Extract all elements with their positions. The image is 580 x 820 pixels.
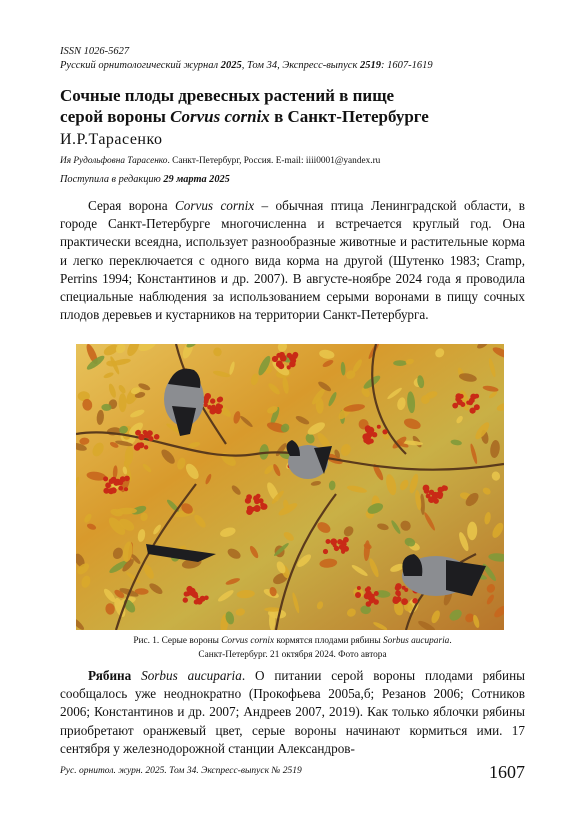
berry bbox=[369, 599, 374, 604]
journal-citation bbox=[60, 59, 530, 73]
berry bbox=[433, 498, 439, 504]
berry bbox=[424, 488, 430, 494]
berry bbox=[326, 539, 331, 544]
berry bbox=[287, 353, 292, 358]
berry bbox=[366, 586, 371, 591]
berry bbox=[426, 494, 431, 499]
journal-name: Русский орнитологический журнал bbox=[60, 60, 221, 71]
caption-suffix: . bbox=[449, 636, 452, 646]
crows-in-rowan-photo bbox=[76, 344, 504, 630]
caption-species: Corvus cornix bbox=[221, 636, 275, 646]
berry bbox=[277, 353, 282, 358]
berry bbox=[442, 485, 446, 489]
berry bbox=[148, 431, 152, 435]
article-title bbox=[60, 85, 530, 127]
berry bbox=[245, 498, 251, 504]
berry bbox=[138, 434, 144, 440]
berry bbox=[401, 598, 408, 605]
berry bbox=[105, 482, 111, 488]
received-date bbox=[60, 174, 230, 185]
berry bbox=[278, 363, 284, 369]
berry bbox=[136, 443, 142, 449]
berry bbox=[154, 434, 160, 440]
figure-caption bbox=[60, 635, 525, 662]
intro-species: Corvus cornix bbox=[174, 198, 255, 213]
berry bbox=[184, 591, 189, 596]
berry bbox=[254, 499, 260, 505]
journal-year: 2025 bbox=[220, 60, 242, 71]
berry bbox=[124, 487, 128, 491]
berry bbox=[402, 586, 406, 590]
journal-pages: : 1607-1619 bbox=[381, 60, 433, 71]
berry bbox=[365, 438, 372, 445]
berry bbox=[218, 397, 223, 402]
author-name: И.Р.Тарасенко bbox=[60, 131, 163, 148]
berry bbox=[207, 405, 212, 410]
berry bbox=[205, 393, 211, 399]
rowan-text: . О питании серой вороны плодами рябины сообщалось уже неоднократно (Прокофьева 2005а,б; Резанов 2006; Сотников 2006; Константинов и др. 2007; Андреев 2007, 2019). Как только яблочки рябины приобретают оранжевый цвет, серые вороны начинают кормиться ими. 17 сентября у железнодорожной станции Александров- bbox=[60, 668, 525, 756]
berry bbox=[432, 492, 439, 499]
berry bbox=[118, 480, 123, 485]
berry bbox=[364, 593, 370, 599]
received-prefix: Поступила в редакцию bbox=[60, 174, 164, 185]
berry bbox=[293, 352, 299, 358]
berry bbox=[210, 398, 215, 403]
leaf bbox=[119, 393, 127, 412]
berry bbox=[124, 476, 130, 482]
berry bbox=[111, 477, 117, 483]
berry bbox=[204, 403, 208, 407]
berry bbox=[261, 503, 267, 509]
berry bbox=[397, 592, 401, 596]
berry bbox=[341, 547, 346, 552]
caption-plant: Sorbus aucuparia bbox=[382, 636, 450, 646]
title-suffix: в Санкт-Петербурге bbox=[269, 107, 429, 126]
berry bbox=[323, 549, 328, 554]
journal-volume: , Том 34, Экспресс-выпуск bbox=[241, 60, 361, 71]
berry bbox=[395, 585, 400, 590]
berry bbox=[189, 588, 196, 595]
berry bbox=[377, 425, 381, 429]
berry bbox=[144, 445, 148, 449]
berry bbox=[470, 408, 476, 414]
berry bbox=[103, 488, 109, 494]
berry bbox=[357, 586, 361, 590]
title-prefix: серой вороны bbox=[60, 107, 171, 126]
berry bbox=[216, 403, 221, 408]
caption-prefix: Рис. 1. Серые вороны bbox=[133, 636, 222, 646]
affiliation-contact: . Санкт-Петербург, Россия. E-mail: iiii0001@yandex.ru bbox=[167, 156, 381, 166]
berry bbox=[460, 402, 465, 407]
caption-line-2: Санкт-Петербург. 21 октября 2024. Фото автора bbox=[198, 649, 387, 660]
berry bbox=[194, 594, 198, 598]
title-species: Corvus cornix bbox=[170, 107, 270, 126]
leaf bbox=[393, 360, 407, 366]
affiliation-name: Ия Рудольфовна Тарасенко bbox=[60, 156, 168, 166]
berry bbox=[194, 599, 199, 604]
journal-header bbox=[60, 45, 530, 73]
footer-citation: Рус. орнитол. журн. 2025. Том 34. Экспресс-выпуск № 2519 bbox=[60, 766, 302, 776]
berry bbox=[367, 427, 374, 434]
berry bbox=[200, 596, 206, 602]
figure-photo bbox=[76, 344, 504, 630]
intro-lead: Серая ворона bbox=[88, 198, 175, 213]
issn: ISSN 1026-5627 bbox=[60, 46, 130, 57]
berry bbox=[254, 505, 261, 512]
berry bbox=[103, 476, 108, 481]
berry bbox=[469, 398, 474, 403]
journal-issue: 2519 bbox=[360, 60, 382, 71]
berry bbox=[111, 487, 117, 493]
berry bbox=[342, 542, 347, 547]
berry bbox=[459, 394, 464, 399]
rowan-paragraph bbox=[60, 667, 525, 758]
berry bbox=[289, 361, 295, 367]
author-affiliation bbox=[60, 156, 380, 166]
berry bbox=[393, 596, 398, 601]
berry bbox=[382, 429, 387, 434]
berry bbox=[183, 597, 188, 602]
page-number: 1607 bbox=[489, 762, 525, 782]
intro-text: – обычная птица Ленинградской области, в городе Санкт-Петербурге многочисленна и встречается круглый год. Она практически всеядна, использует разнообразные животные и растительные корма и легко переключается с одного вида корма на другой (Шутенко 1983; Cramp, Perrins 1994; Константинов и др. 2007). В августе-ноябре 2024 года я проводила специальные наблюдения за использованием серыми воронами в пищу сочных плодов деревьев и кустарников на территории Санкт-Петербурга. bbox=[60, 198, 525, 323]
berry bbox=[355, 592, 361, 598]
berry bbox=[118, 486, 123, 491]
berry bbox=[333, 543, 337, 547]
title-line-2 bbox=[60, 106, 530, 127]
received-date-value: 29 марта 2025 bbox=[163, 174, 230, 185]
caption-line-1 bbox=[60, 635, 525, 649]
caption-middle: кормятся плодами рябины bbox=[274, 636, 383, 646]
title-line-1: Сочные плоды древесных растений в пище bbox=[60, 86, 395, 105]
intro-paragraph bbox=[60, 197, 525, 324]
rowan-species: Sorbus aucuparia bbox=[131, 668, 242, 683]
berry bbox=[412, 598, 418, 604]
berry bbox=[374, 591, 379, 596]
berry bbox=[247, 506, 253, 512]
rowan-heading: Рябина bbox=[88, 668, 132, 683]
